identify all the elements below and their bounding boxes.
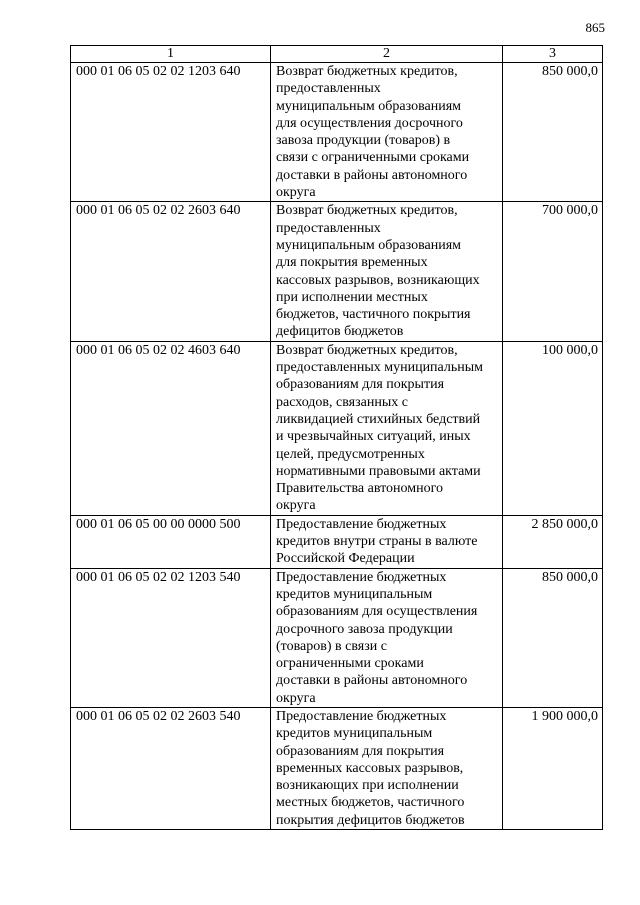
classification-code: 000 01 06 05 02 02 2603 540 [71,707,271,829]
table-row [71,515,603,568]
classification-code: 000 01 06 05 00 00 0000 500 [71,515,271,568]
table-row [71,568,603,707]
row-description: Предоставление бюджетных кредитов муниципальным образованиям для осуществления досрочного завоза продукции (товаров) в связи с ограниченными сроками доставки в районы автономного округа [271,568,503,707]
header-col-3: 3 [503,46,603,63]
row-amount: 1 900 000,0 [503,707,603,829]
row-amount: 850 000,0 [503,63,603,202]
row-amount: 100 000,0 [503,341,603,515]
table-row [71,341,603,515]
header-col-1: 1 [71,46,271,63]
row-description: Возврат бюджетных кредитов, предоставленных муниципальным образованиям для покрытия временных кассовых разрывов, возникающих при исполнении местных бюджетов, частичного покрытия дефицитов бюджетов [271,202,503,341]
row-description: Возврат бюджетных кредитов, предоставленных муниципальным образованиям для покрытия расходов, связанных с ликвидацией стихийных бедствий и чрезвычайных ситуаций, иных целей, предусмотренных нормативными правовыми актами Правительства автономного округа [271,341,503,515]
header-col-2: 2 [271,46,503,63]
classification-code: 000 01 06 05 02 02 2603 640 [71,202,271,341]
page-number: 865 [585,20,605,35]
classification-code: 000 01 06 05 02 02 1203 640 [71,63,271,202]
row-description: Возврат бюджетных кредитов, предоставленных муниципальным образованиям для осуществления досрочного завоза продукции (товаров) в связи с ограниченными сроками доставки в районы автономного округа [271,63,503,202]
row-amount: 850 000,0 [503,568,603,707]
row-description: Предоставление бюджетных кредитов внутри страны в валюте Российской Федерации [271,515,503,568]
classification-code: 000 01 06 05 02 02 1203 540 [71,568,271,707]
table-header [71,46,603,63]
header-row [71,46,603,63]
row-description: Предоставление бюджетных кредитов муниципальным образованиям для покрытия временных кассовых разрывов, возникающих при исполнении местных бюджетов, частичного покрытия дефицитов бюджетов [271,707,503,829]
table-row [71,63,603,202]
row-amount: 700 000,0 [503,202,603,341]
budget-table [70,45,603,830]
table-row [71,707,603,829]
row-amount: 2 850 000,0 [503,515,603,568]
table-row [71,202,603,341]
classification-code: 000 01 06 05 02 02 4603 640 [71,341,271,515]
table-body [71,63,603,830]
